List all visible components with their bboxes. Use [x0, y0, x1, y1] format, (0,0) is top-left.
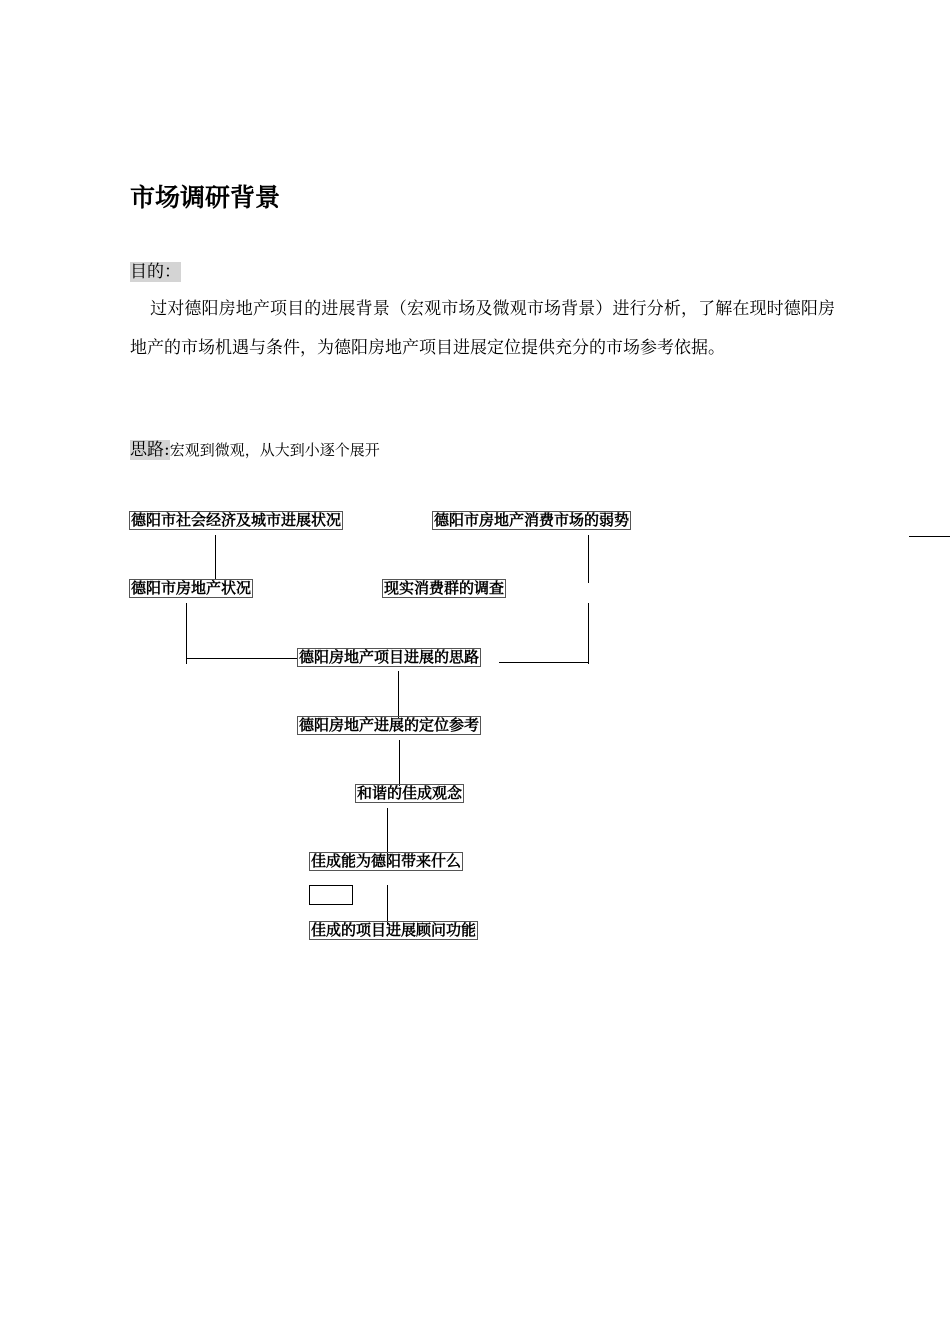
purpose-text: 过对德阳房地产项目的进展背景（宏观市场及微观市场背景）进行分析，了解在现时德阳房地产的市场机遇与条件，为德阳房地产项目进展定位提供充分的市场参考依据。 — [130, 299, 835, 358]
node-consulting-function: 佳成的项目进展顾问功能 — [311, 921, 477, 939]
node-real-estate-status: 德阳市房地产状况 — [131, 579, 252, 597]
node-benefit-to-deyang: 佳成能为德阳带来什么 — [311, 852, 462, 870]
empty-box — [309, 885, 353, 905]
purpose-label: 目的： — [130, 262, 181, 282]
node-harmony-concept: 和谐的佳成观念 — [357, 784, 463, 802]
node-city-economy: 德阳市社会经济及城市进展状况 — [131, 511, 342, 529]
approach-label: 思路: — [130, 440, 170, 460]
node-project-approach: 德阳房地产项目进展的思路 — [299, 648, 480, 666]
document-title: 市场调研背景 — [130, 183, 281, 212]
node-consumer-survey: 现实消费群的调查 — [384, 579, 505, 597]
node-positioning-reference: 德阳房地产进展的定位参考 — [299, 716, 480, 734]
approach-text: 宏观到微观，从大到小逐个展开 — [169, 441, 380, 459]
node-consumer-market-weakness: 德阳市房地产消费市场的弱势 — [434, 511, 630, 529]
